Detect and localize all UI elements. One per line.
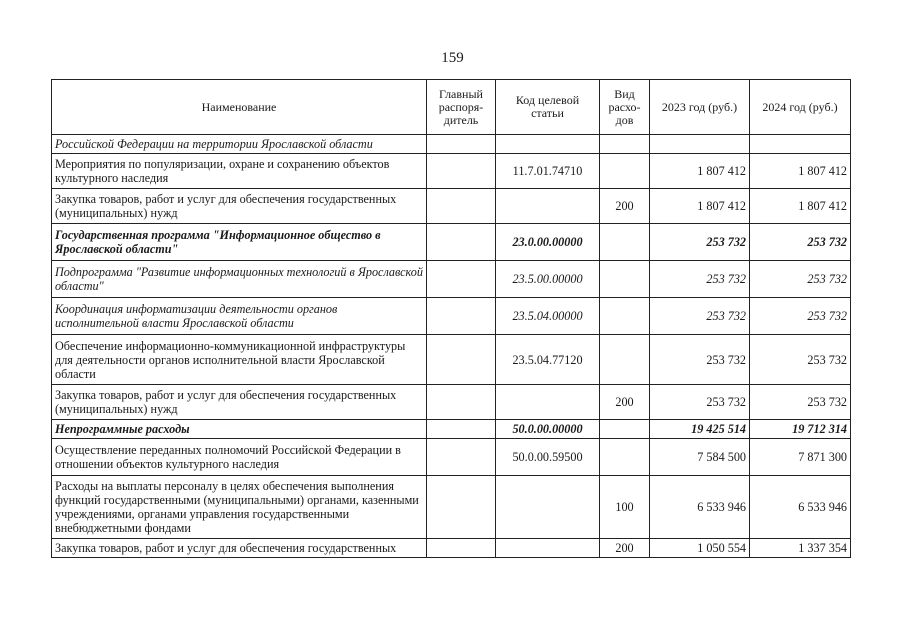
row-2023 <box>650 135 750 154</box>
row-code: 23.5.00.00000 <box>496 261 600 298</box>
row-2024: 253 732 <box>750 385 851 420</box>
row-2024: 253 732 <box>750 298 851 335</box>
row-code <box>496 476 600 539</box>
row-2024 <box>750 135 851 154</box>
row-2023: 19 425 514 <box>650 420 750 439</box>
row-code: 23.5.04.77120 <box>496 335 600 385</box>
row-vid: 200 <box>600 189 650 224</box>
header-main-admin: Главный распоря-дитель <box>427 80 496 135</box>
row-2023: 1 807 412 <box>650 189 750 224</box>
row-name: Непрограммные расходы <box>52 420 427 439</box>
row-admin <box>427 335 496 385</box>
row-admin <box>427 385 496 420</box>
row-vid <box>600 154 650 189</box>
row-admin <box>427 154 496 189</box>
row-code: 23.5.04.00000 <box>496 298 600 335</box>
row-2023: 253 732 <box>650 261 750 298</box>
row-2024: 19 712 314 <box>750 420 851 439</box>
budget-table <box>51 79 851 558</box>
table-row <box>52 298 851 335</box>
row-name: Российской Федерации на территории Ярославской области <box>52 135 427 154</box>
row-vid: 200 <box>600 539 650 558</box>
table-row <box>52 135 851 154</box>
row-vid <box>600 298 650 335</box>
row-2023: 253 732 <box>650 335 750 385</box>
header-code: Код целевой статьи <box>496 80 600 135</box>
header-name: Наименование <box>52 80 427 135</box>
row-2024: 6 533 946 <box>750 476 851 539</box>
row-2024: 253 732 <box>750 261 851 298</box>
row-2024: 7 871 300 <box>750 439 851 476</box>
page-number: 159 <box>441 50 464 66</box>
row-vid <box>600 224 650 261</box>
row-code: 11.7.01.74710 <box>496 154 600 189</box>
row-2024: 1 807 412 <box>750 189 851 224</box>
row-name: Закупка товаров, работ и услуг для обеспечения государственных (муниципальных) нужд <box>52 385 427 420</box>
row-vid <box>600 335 650 385</box>
row-vid: 100 <box>600 476 650 539</box>
row-name: Мероприятия по популяризации, охране и сохранению объектов культурного наследия <box>52 154 427 189</box>
table-header-row <box>52 80 851 135</box>
header-vid: Вид расхо-дов <box>600 80 650 135</box>
row-name: Государственная программа "Информационное общество в Ярославской области" <box>52 224 427 261</box>
row-2024: 253 732 <box>750 224 851 261</box>
row-2024: 1 337 354 <box>750 539 851 558</box>
row-code <box>496 385 600 420</box>
row-code: 50.0.00.00000 <box>496 420 600 439</box>
row-admin <box>427 135 496 154</box>
header-2023: 2023 год (руб.) <box>650 80 750 135</box>
row-2023: 7 584 500 <box>650 439 750 476</box>
table-row <box>52 189 851 224</box>
row-vid <box>600 135 650 154</box>
row-admin <box>427 298 496 335</box>
table-row <box>52 335 851 385</box>
row-2023: 6 533 946 <box>650 476 750 539</box>
row-name: Подпрограмма "Развитие информационных технологий в Ярославской области" <box>52 261 427 298</box>
table-row <box>52 154 851 189</box>
row-admin <box>427 539 496 558</box>
row-admin <box>427 420 496 439</box>
row-admin <box>427 224 496 261</box>
row-admin <box>427 439 496 476</box>
row-admin <box>427 189 496 224</box>
row-2023: 1 050 554 <box>650 539 750 558</box>
row-2023: 253 732 <box>650 298 750 335</box>
table-row <box>52 224 851 261</box>
row-2023: 253 732 <box>650 224 750 261</box>
table-row <box>52 539 851 558</box>
row-code: 50.0.00.59500 <box>496 439 600 476</box>
row-vid <box>600 261 650 298</box>
row-code <box>496 539 600 558</box>
row-vid <box>600 439 650 476</box>
row-2023: 1 807 412 <box>650 154 750 189</box>
row-2024: 1 807 412 <box>750 154 851 189</box>
row-admin <box>427 261 496 298</box>
row-name: Расходы на выплаты персоналу в целях обеспечения выполнения функций государственными (муниципальными) органами, казенными учреждениями, органами управления государственными внебюджетными фондами <box>52 476 427 539</box>
row-code: 23.0.00.00000 <box>496 224 600 261</box>
header-2024: 2024 год (руб.) <box>750 80 851 135</box>
row-name: Осуществление переданных полномочий Российской Федерации в отношении объектов культурного наследия <box>52 439 427 476</box>
row-name: Координация информатизации деятельности органов исполнительной власти Ярославской области <box>52 298 427 335</box>
row-vid <box>600 420 650 439</box>
row-name: Закупка товаров, работ и услуг для обеспечения государственных (муниципальных) нужд <box>52 189 427 224</box>
row-name: Закупка товаров, работ и услуг для обеспечения государственных <box>52 539 427 558</box>
row-2023: 253 732 <box>650 385 750 420</box>
table-row <box>52 261 851 298</box>
table-row <box>52 476 851 539</box>
table-row <box>52 439 851 476</box>
row-code <box>496 135 600 154</box>
table-row <box>52 385 851 420</box>
row-name: Обеспечение информационно-коммуникационной инфраструктуры для деятельности органов исполнительной власти Ярославской области <box>52 335 427 385</box>
row-2024: 253 732 <box>750 335 851 385</box>
row-admin <box>427 476 496 539</box>
row-code <box>496 189 600 224</box>
table-row <box>52 420 851 439</box>
row-vid: 200 <box>600 385 650 420</box>
